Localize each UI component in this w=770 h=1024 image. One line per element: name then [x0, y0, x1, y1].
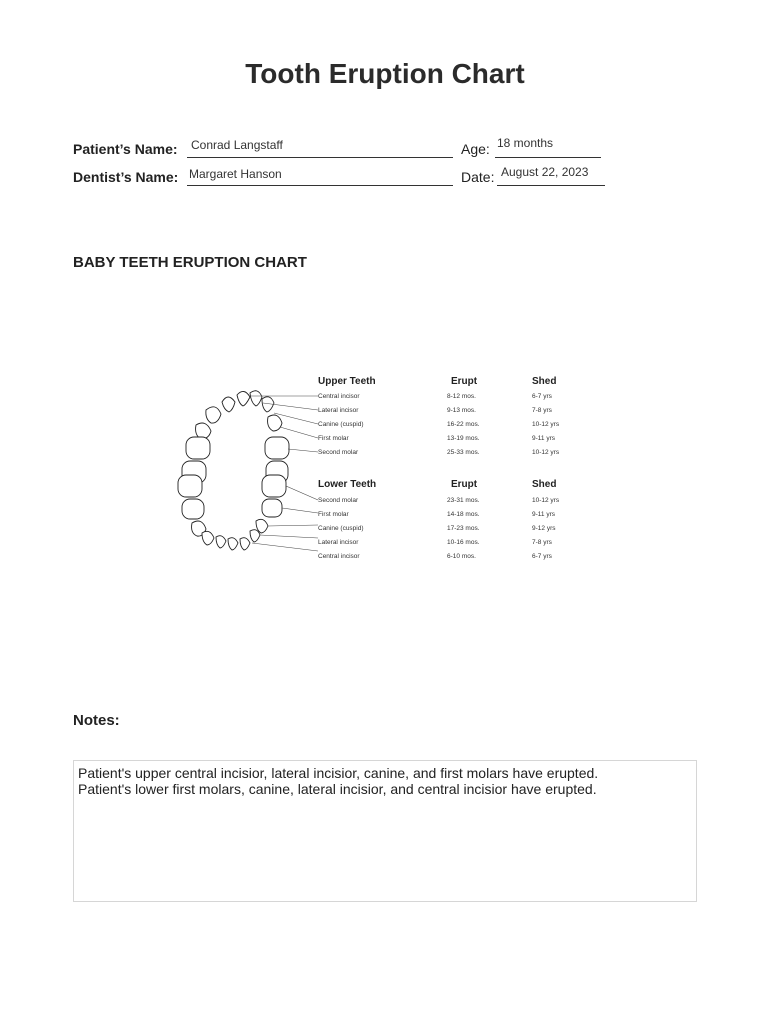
- upper-row-2-tooth: Lateral incisor: [318, 407, 359, 414]
- upper-row-1-tooth: Central incisor: [318, 393, 360, 400]
- lower-row-2-tooth: First molar: [318, 511, 349, 518]
- age-label: Age:: [461, 141, 490, 157]
- upper-arch-illustration: [182, 391, 289, 483]
- tooth-eruption-diagram: [170, 365, 570, 570]
- upper-row-4-shed: 9-11 yrs: [532, 435, 555, 442]
- notes-heading: Notes:: [73, 712, 120, 729]
- date-field[interactable]: [497, 165, 605, 186]
- lower-row-4-shed: 7-8 yrs: [532, 539, 552, 546]
- patient-name-field[interactable]: [187, 138, 453, 158]
- notes-box[interactable]: [73, 760, 697, 902]
- lower-row-3-erupt: 17-23 mos.: [447, 525, 480, 532]
- notes-line-1: Patient's upper central incisior, lateral incisior, canine, and first molars have erupted.: [78, 765, 599, 781]
- upper-row-3-erupt: 16-22 mos.: [447, 421, 480, 428]
- upper-row-5-tooth: Second molar: [318, 449, 359, 456]
- lower-row-3-tooth: Canine (cuspid): [318, 525, 364, 532]
- upper-row-1-erupt: 8-12 mos.: [447, 393, 476, 400]
- page-title: Tooth Eruption Chart: [245, 58, 525, 89]
- lower-row-1-tooth: Second molar: [318, 497, 359, 504]
- lower-row-2-shed: 9-11 yrs: [532, 511, 555, 518]
- upper-row-4-tooth: First molar: [318, 435, 349, 442]
- dentist-row: [73, 165, 633, 189]
- upper-row-5-erupt: 25-33 mos.: [447, 449, 480, 456]
- lower-row-5-erupt: 6-10 mos.: [447, 553, 476, 560]
- lower-teeth-header: Lower Teeth: [318, 479, 377, 490]
- upper-shed-header: Shed: [532, 376, 557, 387]
- lower-shed-header: Shed: [532, 479, 557, 490]
- dentist-name-field[interactable]: [187, 169, 453, 186]
- upper-row-3-shed: 10-12 yrs: [532, 421, 560, 428]
- upper-row-1-shed: 6-7 yrs: [532, 393, 552, 400]
- upper-teeth-header: Upper Teeth: [318, 376, 376, 387]
- age-field[interactable]: [495, 136, 601, 158]
- notes-line-2: Patient's lower first molars, canine, lateral incisior, and central incisior have erupted.: [78, 781, 597, 797]
- lower-row-5-tooth: Central incisor: [318, 553, 360, 560]
- dentist-name-label: Dentist’s Name:: [73, 169, 179, 185]
- patient-name-label: Patient’s Name:: [73, 141, 178, 157]
- lower-row-1-erupt: 23-31 mos.: [447, 497, 480, 504]
- lower-row-2-erupt: 14-18 mos.: [447, 511, 480, 518]
- section-heading: BABY TEETH ERUPTION CHART: [73, 254, 307, 271]
- date-label: Date:: [461, 169, 495, 185]
- lower-row-4-erupt: 10-16 mos.: [447, 539, 480, 546]
- lower-arch-illustration: [178, 475, 286, 550]
- lower-row-3-shed: 9-12 yrs: [532, 525, 556, 532]
- upper-row-3-tooth: Canine (cuspid): [318, 421, 364, 428]
- patient-row: [73, 136, 633, 161]
- dentist-name-value: Margaret Hanson: [189, 167, 282, 181]
- date-value: August 22, 2023: [501, 165, 589, 179]
- age-value: 18 months: [497, 136, 554, 150]
- upper-row-2-erupt: 9-13 mos.: [447, 407, 476, 414]
- upper-row-2-shed: 7-8 yrs: [532, 407, 552, 414]
- lower-row-4-tooth: Lateral incisor: [318, 539, 359, 546]
- lower-erupt-header: Erupt: [451, 479, 478, 490]
- upper-row-5-shed: 10-12 yrs: [532, 449, 560, 456]
- upper-erupt-header: Erupt: [451, 376, 478, 387]
- lower-row-5-shed: 6-7 yrs: [532, 553, 552, 560]
- upper-row-4-erupt: 13-19 mos.: [447, 435, 480, 442]
- lower-row-1-shed: 10-12 yrs: [532, 497, 560, 504]
- patient-name-value: Conrad Langstaff: [191, 138, 283, 152]
